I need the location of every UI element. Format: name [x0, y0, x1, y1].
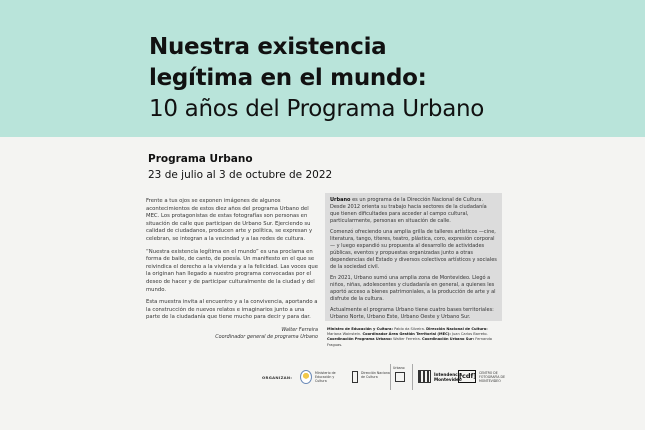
page-title — [149, 32, 619, 125]
intendencia-logo-text: Intendencia Montevideo — [434, 372, 462, 382]
organizers-logos — [262, 364, 532, 390]
urbano-logo-text: Urbano — [393, 366, 405, 370]
info-bold: Urbano — [330, 197, 351, 203]
info-paragraph: En 2021, Urbano sumó una amplia zona de Montevideo. Llegó a niños, niñas, adolescentes y ciudadanía en general, a quienes les aportó acceso a bienes patrimoniales, a la producción de arte y al disfrute de la cultura. — [330, 275, 496, 302]
cdf-logo: [cdf] — [458, 370, 476, 383]
intendencia-logo-icon — [418, 370, 431, 383]
title-line-1: Nuestra existencia — [149, 34, 387, 60]
dnc-logo-text: Dirección Nacional de Cultura — [361, 371, 391, 379]
intro-paragraph: Esta muestra invita al encuentro y a la convivencia, aportando a la construcción de nuevos relatos e imaginarios junto a una parte de la ciudadanía que tiene mucho para decir y para dar. — [146, 299, 318, 321]
info-paragraph — [330, 197, 497, 225]
intro-paragraph: “Nuestra existencia legítima en el mundo” es una proclama en forma de baile, de canto, de poesía. Un manifiesto en el que se reivindica el derecho a la vivienda y a la felicidad. Las voces que la originan han llegado a nuestro programa convocadas por el deseo de hacer y de participar culturalmente de la ciudad y del mundo. — [146, 248, 318, 293]
uruguay-seal-icon — [300, 370, 312, 384]
program-info-box — [325, 193, 502, 321]
program-name: Programa Urbano — [148, 153, 253, 165]
info-paragraph: Actualmente el programa Urbano tiene cuatro bases territoriales: Urbano Norte, Urbano Este, Urbano Oeste y Urbano Sur. — [330, 307, 494, 320]
credit-name: Pablo da Silveira. — [392, 327, 425, 331]
credit-role: Ministro de Educación y Cultura: — [327, 327, 393, 331]
exhibition-dates: 23 de julio al 3 de octubre de 2022 — [148, 169, 333, 181]
signature — [214, 327, 318, 341]
credit-name: Mariana Wainstein. — [327, 332, 362, 337]
intro-paragraph: Frente a tus ojos se exponen imágenes de algunos acontecimientos de estos diez años del programa Urbano del MEC. Los protagonistas de estas fotografías son personas en situación de calle que participan de Urbano Sur. Ejerciendo su calidad de ciudadanos, producen arte y política, se expresan y celebran, se integran a la vecindad y a las redes de cultura. — [146, 198, 313, 242]
credit-name: Juan Carlos Barreto. — [450, 332, 488, 337]
info-paragraph: Comenzó ofreciendo una amplia grilla de talleres artísticos —cine, literatura, tango, títeres, teatro, plástica, coro, expresión corporal— y luego expandió su propuesta al desarrollo de actividades públicas, eventos y propuestas organizadas junto a otras dependencias del Estado y diversos colectivos artísticos y sociales de la sociedad civil. — [330, 229, 497, 270]
intro-text — [146, 198, 318, 327]
credit-name: Walter Ferreira. — [392, 337, 421, 342]
credit-role: Coordinación Programa Urbano: — [327, 337, 392, 342]
credits — [327, 327, 503, 348]
credit-role: Coordinación Urbano Sur: — [422, 337, 475, 342]
title-line-2: legítima en el mundo: — [149, 65, 427, 91]
organizers-label: ORGANIZAN: — [262, 375, 293, 380]
signature-name: Walter Ferreira — [281, 327, 318, 333]
signature-role: Coordinador general de programa Urbano — [215, 334, 318, 340]
credit-role: Dirección Nacional de Cultura: — [426, 327, 488, 331]
credit-role: Coordinador Área Gestión Territorial (MEC): — [362, 332, 451, 337]
mec-logo-text: Ministerio de Educación y Cultura — [315, 371, 336, 383]
info-text: es un programa de la Dirección Nacional de Cultura. Desde 2012 orienta su trabajo hacia sectores de la ciudadanía que tienen dificultades para acceder al campo cultural, particularmente, personas en situación de calle. — [330, 197, 487, 224]
dnc-logo-icon — [352, 371, 358, 383]
title-subtitle: 10 años del Programa Urbano — [149, 96, 485, 122]
urbano-logo-icon — [395, 372, 405, 382]
credit-name: Fernando Fraguas. — [327, 337, 492, 347]
cdf-logo-text: CENTRO DE FOTOGRAFÍA DE MONTEVIDEO — [479, 371, 505, 383]
